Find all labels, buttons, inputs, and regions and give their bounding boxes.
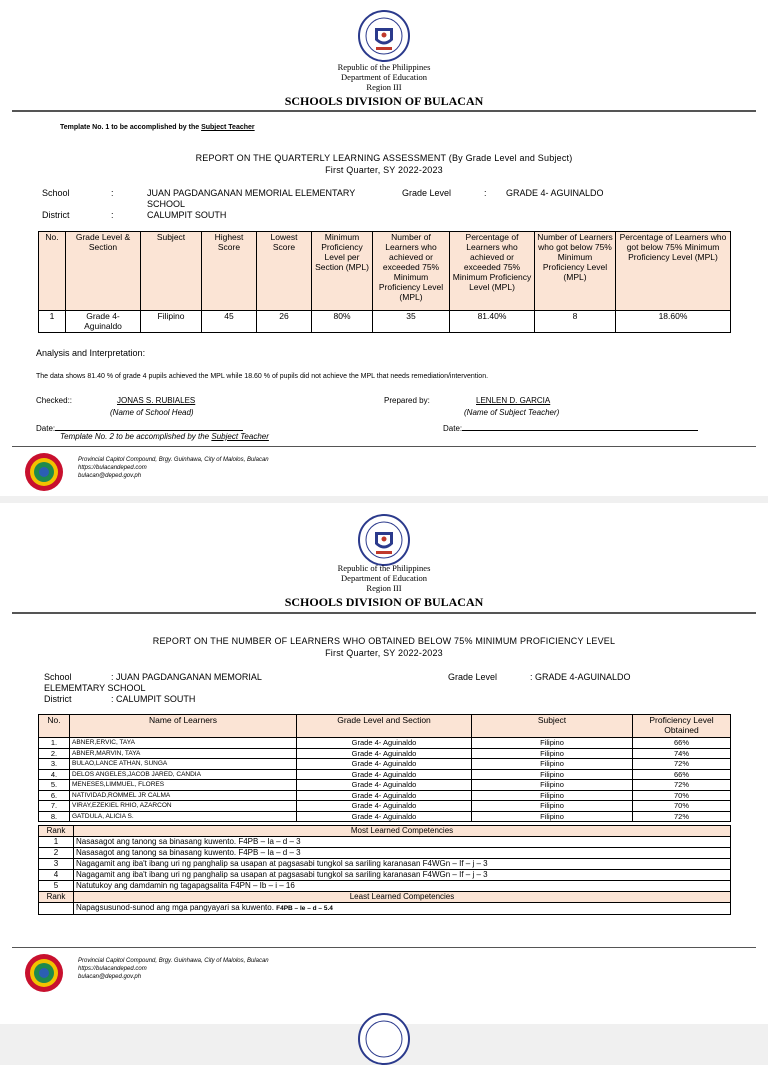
header-divider [12, 110, 756, 112]
letterhead [0, 62, 768, 109]
most-heading: Most Learned Competencies [74, 826, 731, 837]
learner-name: GATDULA, ALICIA S. [70, 811, 297, 822]
most-header-row [39, 826, 731, 837]
school-value-cont: ELEMEMTARY SCHOOL [44, 683, 146, 693]
learner-section: Grade 4- Aguinaldo [297, 780, 472, 791]
district-value: CALUMPIT SOUTH [147, 210, 227, 220]
checked-label: Checked:: [36, 396, 73, 405]
table-row [39, 790, 731, 801]
checked-date-line [55, 421, 243, 431]
col-subject: Subject [141, 232, 202, 311]
learner-subject: Filipino [472, 748, 633, 759]
col-highest: Highest Score [202, 232, 257, 311]
template-note: Template No. 1 to be accomplished by the Subject Teacher [60, 124, 255, 131]
school-value: JUAN PAGDANGANAN MEMORIAL ELEMENTARY SCHOOL [147, 188, 356, 209]
learner-level: 70% [633, 790, 731, 801]
checked-role: (Name of School Head) [110, 408, 194, 417]
prepared-label: Prepared by: [384, 396, 430, 405]
col-no: No. [39, 232, 66, 311]
republic-line: Republic of the Philippines [337, 563, 431, 573]
division-title: SCHOOLS DIVISION OF BULACAN [284, 94, 484, 108]
col-level: Proficiency Level Obtained [633, 715, 731, 738]
least-header-row [39, 892, 731, 903]
learner-name: ABNER,ERVIC, TAYA [70, 738, 297, 749]
school-colon: : [111, 188, 114, 198]
learner-level: 72% [633, 780, 731, 791]
footer-divider [12, 947, 756, 948]
page-1 [0, 0, 768, 496]
competency-text: Nagagamit ang iba't ibang uri ng panghalip sa usapan at pagsasabi tungkol sa sariling karanasan F4WGn – If – j – 3 [74, 870, 731, 881]
department-line: Department of Education [341, 573, 427, 583]
learner-level: 72% [633, 759, 731, 770]
competency-text: Natutukoy ang damdamin ng tagapagsalita F4PN – Ib – i – 16 [74, 881, 731, 892]
assessment-table [38, 231, 731, 333]
learner-subject: Filipino [472, 769, 633, 780]
footer-email: bulacan@deped.gov.ph [78, 473, 142, 479]
table-row [39, 759, 731, 770]
footer-info [78, 957, 269, 981]
competency-rank: 5 [39, 881, 74, 892]
report-title: REPORT ON THE QUARTERLY LEARNING ASSESSMENT (By Grade Level and Subject) First Quarter, SY 2022-2023 [195, 153, 573, 175]
col-achieved-count: Number of Learners who achieved or exceeded 75% Minimum Proficiency Level (MPL) [373, 232, 450, 311]
prepared-name: LENLEN D. GARCIA [476, 396, 551, 405]
learner-level: 72% [633, 811, 731, 822]
footer-website: https://bulacandeped.com [78, 966, 147, 972]
least-heading: Least Learned Competencies [74, 892, 731, 903]
footer-email: bulacan@deped.gov.ph [78, 974, 142, 980]
district-colon: : [111, 210, 114, 220]
region-line: Region III [366, 583, 402, 593]
division-logo-icon [24, 452, 64, 492]
prepared-role: (Name of Subject Teacher) [464, 408, 560, 417]
col-mpl: Minimum Proficiency Level per Section (MPL) [312, 232, 373, 311]
col-name: Name of Learners [70, 715, 297, 738]
table-row [39, 780, 731, 791]
deped-seal-icon [358, 514, 410, 566]
district-label: District [42, 210, 70, 220]
competency-text: Nasasagot ang tanong sa binasang kuwento. F4PB – Ia – d – 3 [74, 837, 731, 848]
learner-section: Grade 4- Aguinaldo [297, 769, 472, 780]
learner-name: BULAO,LANCE ATHAN, SUNGA [70, 759, 297, 770]
learner-subject: Filipino [472, 780, 633, 791]
learner-subject: Filipino [472, 738, 633, 749]
learner-no: 7. [39, 801, 70, 812]
learner-no: 2. [39, 748, 70, 759]
learner-section: Grade 4- Aguinaldo [297, 748, 472, 759]
footer-divider [12, 446, 756, 447]
rank-header: Rank [39, 892, 74, 903]
learner-level: 74% [633, 748, 731, 759]
learner-subject: Filipino [472, 811, 633, 822]
learner-name: ABNER,MARVIN, TAYA [70, 748, 297, 759]
list-item [39, 881, 731, 892]
school-value: : JUAN PAGDANGANAN MEMORIAL [111, 672, 262, 682]
learner-name: MENESES,LIMMUEL, FLORES [70, 780, 297, 791]
learner-no: 3. [39, 759, 70, 770]
learner-level: 66% [633, 769, 731, 780]
list-item [39, 848, 731, 859]
col-lowest: Lowest Score [257, 232, 312, 311]
learner-subject: Filipino [472, 759, 633, 770]
school-label: School [42, 188, 70, 198]
prepared-date-line [462, 421, 698, 431]
learner-no: 6. [39, 790, 70, 801]
footer-info [78, 456, 269, 480]
col-no: No. [39, 715, 70, 738]
table-row [39, 769, 731, 780]
footer-address: Provincial Capitol Compound, Brgy. Guinhawa, City of Malolos, Bulacan [78, 457, 269, 463]
grade-label: Grade Level [448, 672, 498, 682]
learner-subject: Filipino [472, 801, 633, 812]
learner-section: Grade 4- Aguinaldo [297, 759, 472, 770]
template2-note: Template No. 2 to be accomplished by the Subject Teacher [60, 432, 269, 441]
learner-name: VIRAY,EZEKIEL RHIO, AZARCON [70, 801, 297, 812]
table-row [39, 748, 731, 759]
competency-text: Nagagamit ang iba't ibang uri ng panghalip sa usapan at pagsasabi tungkol sa sariling karanasan F4WGn – If – j – 3 [74, 859, 731, 870]
competencies-table [38, 825, 731, 915]
list-item [39, 837, 731, 848]
analysis-text: The data shows 81.40 % of grade 4 pupils achieved the MPL while 18.60 % of pupils did not achieve the MPL that needs remediation/intervention. [36, 373, 489, 380]
grade-colon: : [484, 188, 487, 198]
list-item [39, 859, 731, 870]
analysis-heading: Analysis and Interpretation: [36, 348, 146, 358]
footer-website: https://bulacandeped.com [78, 465, 147, 471]
col-section: Grade Level and Section [297, 715, 472, 738]
district-value: : CALUMPIT SOUTH [111, 694, 196, 704]
school-label: School [44, 672, 72, 682]
grade-value: GRADE 4- AGUINALDO [506, 188, 604, 198]
learner-no: 5. [39, 780, 70, 791]
department-line: Department of Education [341, 72, 427, 82]
col-subject: Subject [472, 715, 633, 738]
table-header-row [39, 715, 731, 738]
division-logo-icon [24, 953, 64, 993]
learner-subject: Filipino [472, 790, 633, 801]
least-row: Napagsusunod-sunod ang mga pangyayari sa kuwento. F4PB – Ie – d – 5.4 [39, 903, 731, 915]
competency-rank: 1 [39, 837, 74, 848]
learner-section: Grade 4- Aguinaldo [297, 790, 472, 801]
deped-seal-icon [358, 10, 410, 62]
table-header-row [39, 232, 731, 311]
district-label: District [44, 694, 72, 704]
checked-name: JONAS S. RUBIALES [117, 396, 196, 405]
checked-date: Date: [36, 421, 243, 434]
learner-no: 1. [39, 738, 70, 749]
list-item [39, 870, 731, 881]
grade-label: Grade Level [402, 188, 452, 198]
deped-seal-icon [358, 1013, 410, 1065]
learner-level: 70% [633, 801, 731, 812]
region-line: Region III [366, 82, 402, 92]
learner-no: 4. [39, 769, 70, 780]
col-achieved-pct: Percentage of Learners who achieved or exceeded 75% Minimum Proficiency Level (MPL) [450, 232, 535, 311]
col-grade-section: Grade Level & Section [66, 232, 141, 311]
learner-section: Grade 4- Aguinaldo [297, 738, 472, 749]
competency-rank: 3 [39, 859, 74, 870]
learner-level: 66% [633, 738, 731, 749]
letterhead [0, 563, 768, 610]
table-row: 1 Grade 4-Aguinaldo Filipino 45 26 80% 35 81.40% 8 18.60% [39, 311, 731, 333]
most-rows [39, 837, 731, 892]
learner-name: DELOS ANGELES,JACOB JARED, CANDIA [70, 769, 297, 780]
table-row [39, 801, 731, 812]
prepared-date: Date: [443, 421, 698, 434]
page-2 [0, 503, 768, 1024]
table-row [39, 811, 731, 822]
rank-header: Rank [39, 826, 74, 837]
learner-section: Grade 4- Aguinaldo [297, 811, 472, 822]
table-row [39, 738, 731, 749]
col-below-count: Number of Learners who got below 75% Minimum Proficiency Level (MPL) [535, 232, 616, 311]
col-below-pct: Percentage of Learners who got below 75% Minimum Proficiency Level (MPL) [616, 232, 731, 311]
header-divider [12, 612, 756, 614]
learner-rows [39, 738, 731, 822]
learner-name: NATIVIDAD,ROMMEL JR CALMA [70, 790, 297, 801]
learner-no: 8. [39, 811, 70, 822]
republic-line: Republic of the Philippines [337, 62, 431, 72]
footer-address: Provincial Capitol Compound, Brgy. Guinhawa, City of Malolos, Bulacan [78, 958, 269, 964]
learners-table [38, 714, 731, 822]
division-title: SCHOOLS DIVISION OF BULACAN [284, 595, 484, 609]
competency-rank: 4 [39, 870, 74, 881]
report-title: REPORT ON THE NUMBER OF LEARNERS WHO OBTAINED BELOW 75% MINIMUM PROFICIENCY LEVEL First Quarter, SY 2022-2023 [152, 636, 616, 658]
learner-section: Grade 4- Aguinaldo [297, 801, 472, 812]
competency-text: Nasasagot ang tanong sa binasang kuwento. F4PB – Ia – d – 3 [74, 848, 731, 859]
grade-value: : GRADE 4-AGUINALDO [530, 672, 631, 682]
competency-rank: 2 [39, 848, 74, 859]
